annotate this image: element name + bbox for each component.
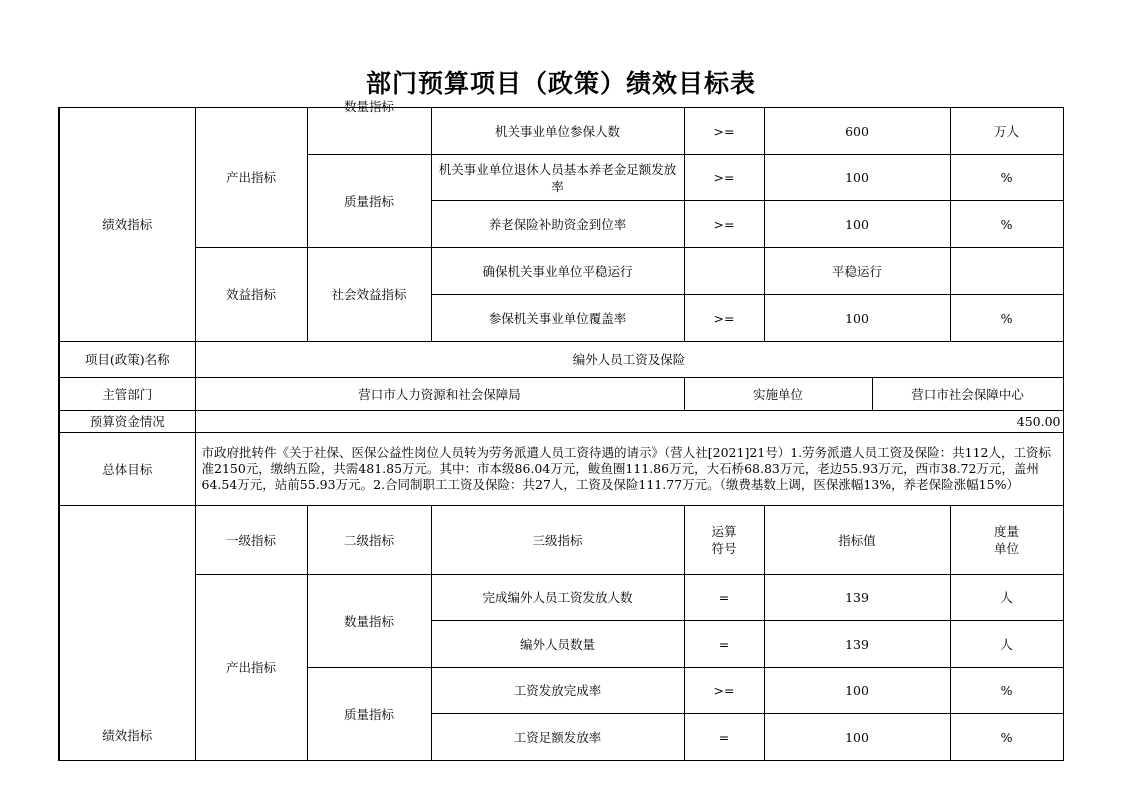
goal-label: 总体目标	[59, 433, 195, 506]
indicator-unit: 万人	[950, 108, 1063, 155]
indicator-value: 139	[764, 621, 950, 668]
indicator-name: 机关事业单位参保人数	[431, 108, 684, 155]
dept-name: 营口市人力资源和社会保障局	[195, 378, 684, 411]
budget-amount: 450.00	[195, 411, 1063, 433]
project-name: 编外人员工资及保险	[195, 342, 1063, 378]
indicator-name: 确保机关事业单位平稳运行	[431, 248, 684, 295]
indicator-op: =	[684, 621, 764, 668]
impl-name: 营口市社会保障中心	[872, 378, 1063, 411]
indicator-value: 100	[764, 295, 950, 342]
performance-table	[58, 99, 1064, 761]
performance-target-sheet	[58, 99, 1062, 745]
header-operator: 运算 符号	[684, 506, 764, 575]
overall-goal: 市政府批转件《关于社保、医保公益性岗位人员转为劳务派遣人员工资待遇的请示》（营人社[2021]21号）1.劳务派遣人员工资及保险：共112人，工资标准2150元，缴纳五险，共需481.85万元。其中：市本级86.04万元，鲅鱼圈111.86万元，大石桥68.83万元，老边55.93万元，西市38.72万元，盖州64.54万元，站前55.93万元。2.合同制职工工资及保险：共27人，工资及保险111.77万元。（缴费基数上调，医保涨幅13%，养老保险涨幅15%）	[195, 433, 1063, 506]
indicator-unit: %	[950, 668, 1063, 714]
perf-indicator-cell: 绩效指标	[59, 506, 195, 761]
indicator-unit	[950, 248, 1063, 295]
indicator-name: 养老保险补助资金到位率	[431, 201, 684, 248]
quality-indicator-cell: 质量指标	[307, 155, 431, 248]
indicator-value: 100	[764, 714, 950, 761]
indicator-value: 600	[764, 108, 950, 155]
page-title: 部门预算项目（政策）绩效目标表	[365, 69, 756, 98]
indicator-op: >=	[684, 201, 764, 248]
indicator-unit: 人	[950, 575, 1063, 621]
quantity-indicator-cell: 数量指标	[307, 575, 431, 668]
quality-indicator-cell: 质量指标	[307, 668, 431, 761]
header-value: 指标值	[764, 506, 950, 575]
indicator-name: 参保机关事业单位覆盖率	[431, 295, 684, 342]
indicator-value: 平稳运行	[764, 248, 950, 295]
indicator-value: 139	[764, 575, 950, 621]
indicator-unit: %	[950, 155, 1063, 201]
quantity-indicator-cell	[307, 99, 431, 155]
indicator-value: 100	[764, 201, 950, 248]
output-indicator-cell: 产出指标	[195, 108, 307, 248]
indicator-unit: 人	[950, 621, 1063, 668]
indicator-name: 编外人员数量	[431, 621, 684, 668]
indicator-op: >=	[684, 295, 764, 342]
indicator-value: 100	[764, 155, 950, 201]
indicator-name: 完成编外人员工资发放人数	[431, 575, 684, 621]
project-name-label: 项目(政策)名称	[59, 342, 195, 378]
indicator-op: >=	[684, 108, 764, 155]
header-level3: 三级指标	[431, 506, 684, 575]
header-unit: 度量 单位	[950, 506, 1063, 575]
indicator-unit: %	[950, 714, 1063, 761]
indicator-name: 机关事业单位退休人员基本养老金足额发放率	[431, 155, 684, 201]
indicator-op: >=	[684, 155, 764, 201]
impl-label: 实施单位	[684, 378, 872, 411]
dept-label: 主管部门	[59, 378, 195, 411]
header-level2: 二级指标	[307, 506, 431, 575]
budget-label: 预算资金情况	[59, 411, 195, 433]
indicator-name: 工资足额发放率	[431, 714, 684, 761]
indicator-unit: %	[950, 295, 1063, 342]
indicator-op: =	[684, 575, 764, 621]
indicator-name: 工资发放完成率	[431, 668, 684, 714]
output-indicator-cell: 产出指标	[195, 575, 307, 761]
indicator-op	[684, 248, 764, 295]
benefit-indicator-cell: 效益指标	[195, 248, 307, 342]
indicator-unit: %	[950, 201, 1063, 248]
header-level1: 一级指标	[195, 506, 307, 575]
indicator-op: =	[684, 714, 764, 761]
indicator-op: >=	[684, 668, 764, 714]
perf-indicator-cell: 绩效指标	[59, 108, 195, 342]
social-benefit-indicator-cell: 社会效益指标	[307, 248, 431, 342]
quantity-indicator-text: 数量指标	[343, 99, 394, 114]
indicator-value: 100	[764, 668, 950, 714]
